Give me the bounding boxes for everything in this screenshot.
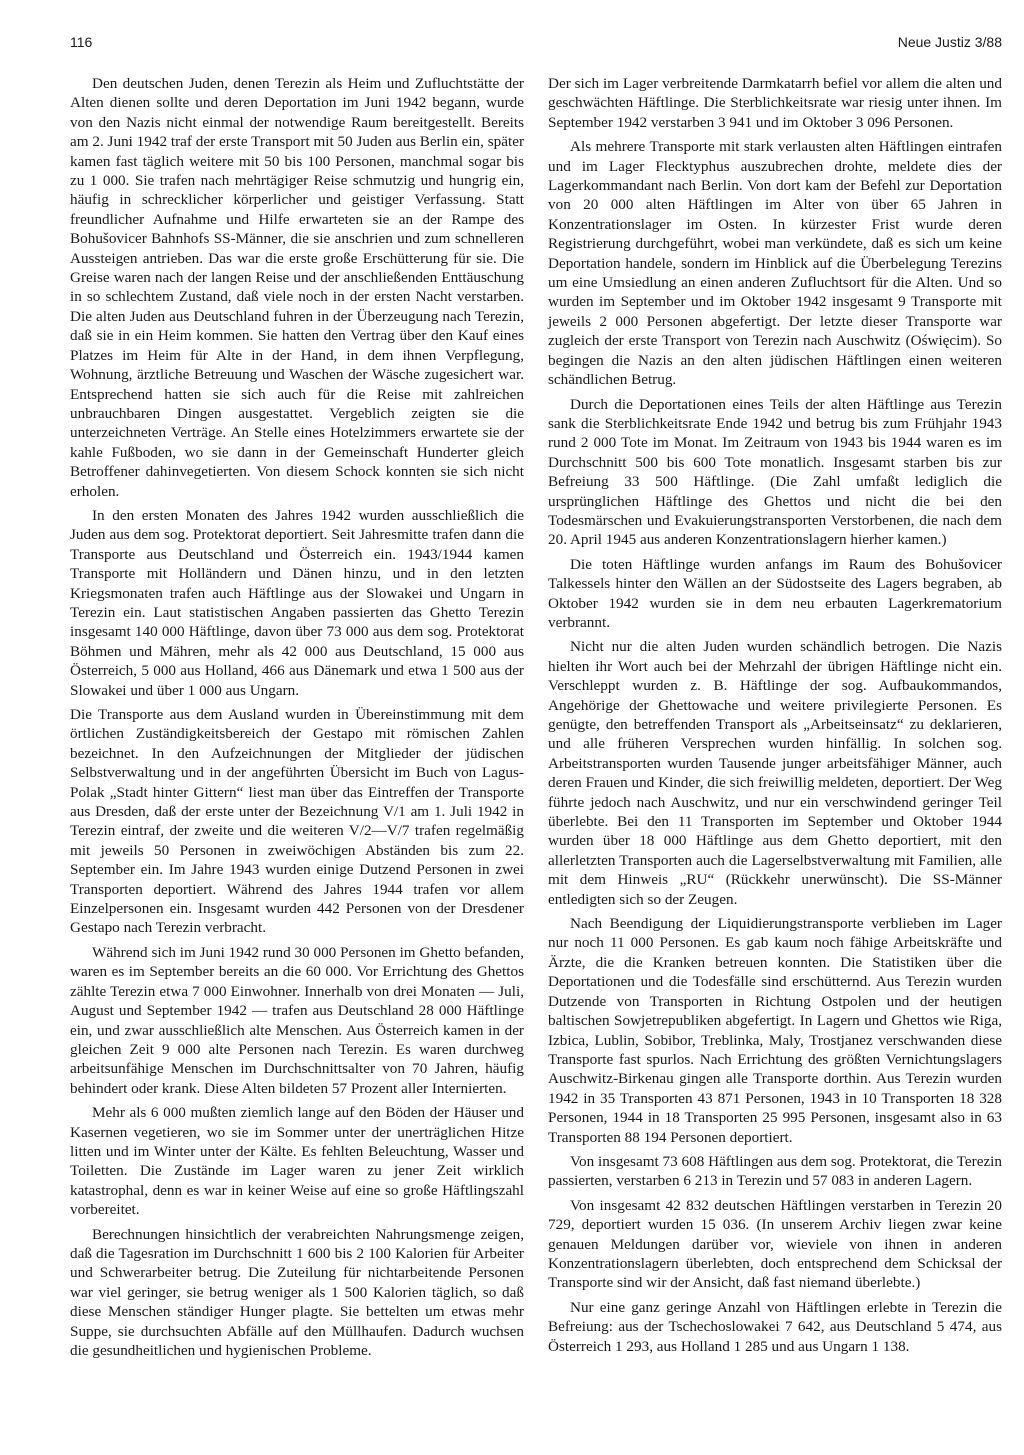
left-column: [70, 74, 524, 1365]
paragraph: Mehr als 6 000 mußten ziemlich lange auf den Böden der Häuser und Kasernen vegetieren, wo sie im Sommer unter der unerträglichen Hitze litten und im Winter unter der Kälte. Es fehlten Beleuchtung, Wasser und Toiletten. Die Zustände im Lager waren zu jener Zeit wirklich katastrophal, denn es war in keiner Weise auf eine so große Häftlingszahl vorbereitet.: [70, 1104, 524, 1219]
paragraph: Die Transporte aus dem Ausland wurden in Übereinstimmung mit dem örtlichen Zuständigkeitsbereich der Gestapo mit römischen Zahlen bezeichnet. In den Aufzeichnungen der Mitglieder der jüdischen Selbstverwaltung und in der angeführten Übersicht im Buch von Lagus-Polak „Stadt hinter Gittern“ liest man über das Eintreffen der Transporte aus Dresden, daß der erste unter der Bezeichnung V/1 am 1. Juli 1942 in Terezin eintraf, der zweite und die weiteren V/2—V/7 trafen regelmäßig mit jeweils 50 Personen in zweiwöchigen Abständen bis zum 22. September ein. Im Jahre 1943 wurden einige Dutzend Personen in zwei Transporten deportiert. Während des Jahres 1944 trafen vor allem Einzelpersonen ein. Insgesamt wurden 442 Personen von der Dresdener Gestapo nach Terezin verbracht.: [70, 706, 524, 937]
paragraph: Nicht nur die alten Juden wurden schändlich betrogen. Die Nazis hielten ihr Wort auch bei der Mehrzahl der übrigen Häftlinge nicht ein. Verschleppt wurden z. B. Häftlinge der sog. Aufbaukommandos, Angehörige der Ghettowache und weitere privilegierte Personen. Es genügte, den betreffenden Transport als „Arbeitseinsatz“ zu deklarieren, und alle früheren Versprechen wurden hinfällig. In solchen sog. Arbeitstransporten wurden Tausende junger arbeitsfähiger Männer, auch deren Frauen und Kinder, die sich freiwillig meldeten, deportiert. Der Weg führte jedoch nach Auschwitz, und nur ein verschwindend geringer Teil überlebte. Bei den 11 Transporten im September und Oktober 1944 wurden über 18 000 Häftlinge aus dem Ghetto deportiert, mit den allerletzten Transporten auch die Lagerselbstverwaltung mit Familien, alle mit dem Hinweis „RU“ (Rückkehr unerwünscht). Die SS-Männer entledigten sich so der Zeugen.: [548, 638, 1002, 908]
paragraph: In den ersten Monaten des Jahres 1942 wurden ausschließlich die Juden aus dem sog. Protektorat deportiert. Seit Jahresmitte trafen dann die Transporte aus Deutschland und Österreich ein. 1943/1944 kamen Transporte mit Holländern und Dänen hinzu, und in den letzten Kriegsmonaten trafen auch Häftlinge aus der Slowakei und Ungarn in Terezin ein. Laut statistischen Angaben passierten das Ghetto Terezin insgesamt 140 000 Häftlinge, davon über 73 000 aus dem sog. Protektorat Böhmen und Mähren, mehr als 42 000 aus Deutschland, 15 000 aus Österreich, 5 000 aus Holland, 466 aus Dänemark und etwa 1 500 aus der Slowakei und über 1 000 aus Ungarn.: [70, 506, 524, 699]
page-header: [70, 34, 1002, 56]
paragraph: Berechnungen hinsichtlich der verabreichten Nahrungsmenge zeigen, daß die Tagesration im Durchschnitt 1 600 bis 2 100 Kalorien für Arbeiter und Schwerarbeiter betrug. Die Zuteilung für nichtarbeitende Personen war viel geringer, sie betrug weniger als 1 500 Kalorien täglich, so daß diese Menschen ständiger Hunger plagte. Sie bettelten um etwas mehr Suppe, sie durchsuchten Abfälle auf den Müllhaufen. Dadurch wuchsen die gesundheitlichen und hygienischen Probleme.: [70, 1225, 524, 1359]
paragraph: Der sich im Lager verbreitende Darmkatarrh befiel vor allem die alten und geschwächten Häftlinge. Die Sterblichkeitsrate war riesig unter ihnen. Im September 1942 verstarben 3 941 und im Oktober 3 096 Personen.: [548, 75, 1002, 131]
paragraph: Von insgesamt 42 832 deutschen Häftlingen verstarben in Terezin 20 729, deportiert wurden 15 036. (In unserem Archiv liegen zwar keine genauen Meldungen darüber vor, wieviele von ihnen in anderen Konzentrationslagern überlebten, doch entsprechend dem Schicksal der Transporte sind wir der Ansicht, daß fast niemand überlebte.): [548, 1196, 1002, 1292]
text-columns: [70, 74, 1002, 1365]
paragraph: Die toten Häftlinge wurden anfangs im Raum des Bohušovicer Talkessels hinter den Wällen an der Südostseite des Lagers begraben, ab Oktober 1942 wurden sie in dem neu erbauten Lagerkrematorium verbrannt.: [548, 555, 1002, 631]
paragraph: Als mehrere Transporte mit stark verlausten alten Häftlingen eintrafen und im Lager Flecktyphus auszubrechen drohte, meldete dies der Lagerkommandant nach Berlin. Von dort kam der Befehl zur Deportation von 20 000 alten Häftlingen im Alter von über 65 Jahren in Konzentrationslager im Osten. In kürzester Frist wurde deren Registrierung durchgeführt, wobei man verkündete, daß es sich um keine Deportation handele, sondern im Hinblick auf die Überbelegung Terezins um eine Umsiedlung an einen anderen Zufluchtsort für die Alten. Und so wurden im September und im Oktober 1942 insgesamt 9 Transporte mit jeweils 2 000 Personen abgefertigt. Der letzte dieser Transporte war zugleich der erste Transport von Terezin nach Auschwitz (Oświęcim). So begingen die Nazis an den alten jüdischen Häftlingen einen weiteren schändlichen Betrug.: [548, 138, 1002, 389]
paragraph: Den deutschen Juden, denen Terezin als Heim und Zufluchtstätte der Alten dienen sollte und deren Deportation im Juni 1942 begann, wurde von den Nazis nicht einmal der notwendige Raum bereitgestellt. Bereits am 2. Juni 1942 traf der erste Transport mit 50 Juden aus Berlin ein, später kamen fast täglich weitere mit 50 bis 100 Personen, manchmal sogar bis zu 1 000. Sie trafen nach mehrtägiger Reise schmutzig und hungrig ein, häufig in schrecklicher körperlicher und geistiger Verfassung. Statt freundlicher Aufnahme und Hilfe erwarteten sie an der Rampe des Bohušovicer Bahnhofs SS-Männer, die sie anschrien und zum schnelleren Aussteigen antrieben. Das war die erste große Erschütterung für sie. Die Greise waren nach der langen Reise und der anschließenden Enttäuschung in so schlechtem Zustand, daß viele noch in der ersten Nacht verstarben. Die alten Juden aus Deutschland fuhren in der Überzeugung nach Terezin, daß sie in ein Heim kommen. Sie hatten den Vertrag über den Kauf eines Platzes im Heim für Alte in der Hand, in dem ihnen Verpflegung, Wohnung, ärztliche Betreuung und Waschen der Wäsche zugesichert war. Entsprechend hatten sie sich auch für die Reise mit zahlreichen unbrauchbaren Dingen ausgestattet. Vergeblich zeigten sie die unterzeichneten Verträge. An Stelle eines Hotelzimmers erwartete sie der kahle Fußboden, wo sie dann in der Gemeinschaft Hunderter gleich Betroffener dahinvegetierten. Von diesem Schock konnten sie sich nicht erholen.: [70, 75, 524, 500]
right-column: [548, 74, 1002, 1365]
paragraph: Nur eine ganz geringe Anzahl von Häftlingen erlebte in Terezin die Befreiung: aus der Tschechoslowakei 7 642, aus Deutschland 5 474, aus Österreich 1 293, aus Holland 1 285 und aus Ungarn 1 138.: [548, 1298, 1002, 1355]
paragraph: Von insgesamt 73 608 Häftlingen aus dem sog. Protektorat, die Terezin passierten, verstarben 6 213 in Terezin und 57 083 in anderen Lagern.: [548, 1152, 1002, 1190]
paragraph: Während sich im Juni 1942 rund 30 000 Personen im Ghetto befanden, waren es im September bereits an die 60 000. Vor Errichtung des Ghettos zählte Terezin etwa 7 000 Einwohner. Innerhalb von drei Monaten — Juli, August und September 1942 — trafen aus Deutschland 28 000 Häftlinge ein, und zwar ausschließlich alte Menschen. Aus Österreich kamen in der gleichen Zeit 9 000 alte Personen nach Terezin. Es waren durchweg arbeitsunfähige Menschen im Durchschnittsalter von 70 Jahren, häufig behindert oder krank. Diese Alten bildeten 57 Prozent aller Internierten.: [70, 943, 524, 1097]
paragraph: Nach Beendigung der Liquidierungstransporte verblieben im Lager nur noch 11 000 Personen. Es gab kaum noch fähige Arbeitskräfte und Ärzte, die die Kranken betreuen konnten. Die Statistiken über die Deportationen und die Todesfälle sind erschütternd. Aus Terezin wurden Dutzende von Transporten in Richtung Ostpolen und der heutigen baltischen Sowjetrepubliken abgefertigt. In Lagern und Ghettos wie Riga, Izbica, Lublin, Sobibor, Treblinka, Maly, Trostjanez verschwanden diese Transporte fast spurlos. Nach Errichtung des größten Vernichtungslagers Auschwitz-Birkenau gingen alle Transporte dorthin. Aus Terezin wurden 1942 in 35 Transporten 43 871 Personen, 1943 in 10 Transporten 18 328 Personen, 1944 in 18 Transporten 25 995 Personen, insgesamt also in 63 Transporten 88 194 Personen deportiert.: [548, 915, 1002, 1146]
document-page: [70, 34, 1002, 1434]
journal-issue: Neue Justiz 3/88: [897, 34, 1002, 50]
page-number: 116: [70, 34, 93, 50]
paragraph: Durch die Deportationen eines Teils der alten Häftlinge aus Terezin sank die Sterblichkeitsrate Ende 1942 und betrug bis zum Frühjahr 1943 rund 2 000 Tote im Monat. Im Zeitraum von 1943 bis 1944 waren es im Durchschnitt 500 bis 600 Tote monatlich. Insgesamt starben bis zur Befreiung 33 500 Häftlinge. (Die Zahl umfaßt lediglich die ursprünglichen Häftlinge des Ghettos und nicht die bei den Todesmärschen und Evakuierungstransporten Verstorbenen, die nach dem 20. April 1945 aus anderen Konzentrationslagern hierher kamen.): [548, 395, 1002, 549]
